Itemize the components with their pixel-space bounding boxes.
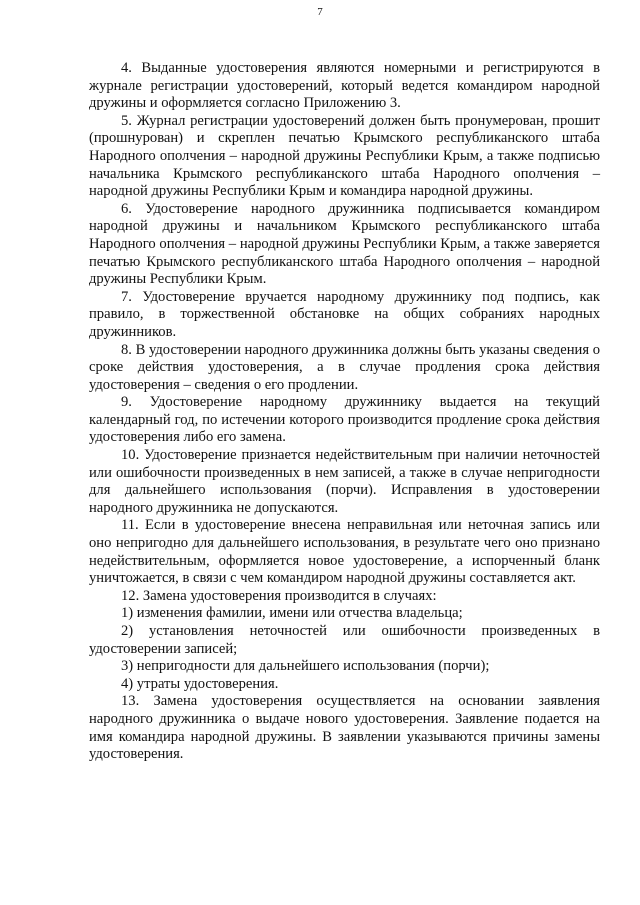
paragraph-6: 6. Удостоверение народного дружинника подписывается командиром народной дружины и начальником Крымского республиканского штаба Народного ополчения – народной дружины Республики Крым, а также заверяется печатью Крымского республиканского штаба Народного ополчения – народной дружины Республики Крым. <box>89 200 600 288</box>
paragraph-13: 13. Замена удостоверения осуществляется на основании заявления народного дружинника о выдаче нового удостоверения. Заявление подается на имя командира народной дружины. В заявлении указываются причины замены удостоверения. <box>89 693 600 763</box>
paragraph-5: 5. Журнал регистрации удостоверений должен быть пронумерован, прошит (прошнурован) и скреплен печатью Крымского республиканского штаба Народного ополчения – народной дружины Республики Крым, а также подписью начальника Крымского республиканского штаба Народного ополчения – народной дружины Республики Крым и командира народной дружины. <box>89 112 600 200</box>
paragraph-12: 12. Замена удостоверения производится в случаях: <box>121 587 437 604</box>
list-item-1: 1) изменения фамилии, имени или отчества владельца; <box>121 605 463 622</box>
list-item-3: 3) непригодности для дальнейшего использования (порчи); <box>121 658 490 675</box>
paragraph-7: 7. Удостоверение вручается народному дружиннику под подпись, как правило, в торжественной обстановке на общих собраниях народных дружинников. <box>89 288 600 340</box>
paragraph-4: 4. Выданные удостоверения являются номерными и регистрируются в журнале регистрации удостоверений, который ведется командиром народной дружины и оформляется согласно Приложению 3. <box>89 60 600 112</box>
list-item-4: 4) утраты удостоверения. <box>121 675 279 692</box>
paragraph-11: 11. Если в удостоверение внесена неправильная или неточная запись или оно непригодно для дальнейшего использования, в результате чего оно признано недействительным, оформляется новое удостоверение, а испорченный бланк уничтожается, в связи с чем командиром народной дружины составляется акт. <box>89 517 600 587</box>
list-item-2: 2) установления неточностей или ошибочности произведенных в удостоверении записей; <box>89 623 600 657</box>
paragraph-9: 9. Удостоверение народному дружиннику выдается на текущий календарный год, по истечении которого производится продление срока действия удостоверения либо его замена. <box>89 394 600 446</box>
document-body <box>89 60 600 764</box>
page-number: 7 <box>317 6 323 18</box>
paragraph-10: 10. Удостоверение признается недействительным при наличии неточностей или ошибочности произведенных в нем записей, а также в случае непригодности для дальнейшего использования (порчи). Исправления в удостоверении народного дружинника не допускаются. <box>89 447 600 516</box>
paragraph-8: 8. В удостоверении народного дружинника должны быть указаны сведения о сроке действия удостоверения, а в случае продления срока действия удостоверения – сведения о его продлении. <box>89 341 601 393</box>
